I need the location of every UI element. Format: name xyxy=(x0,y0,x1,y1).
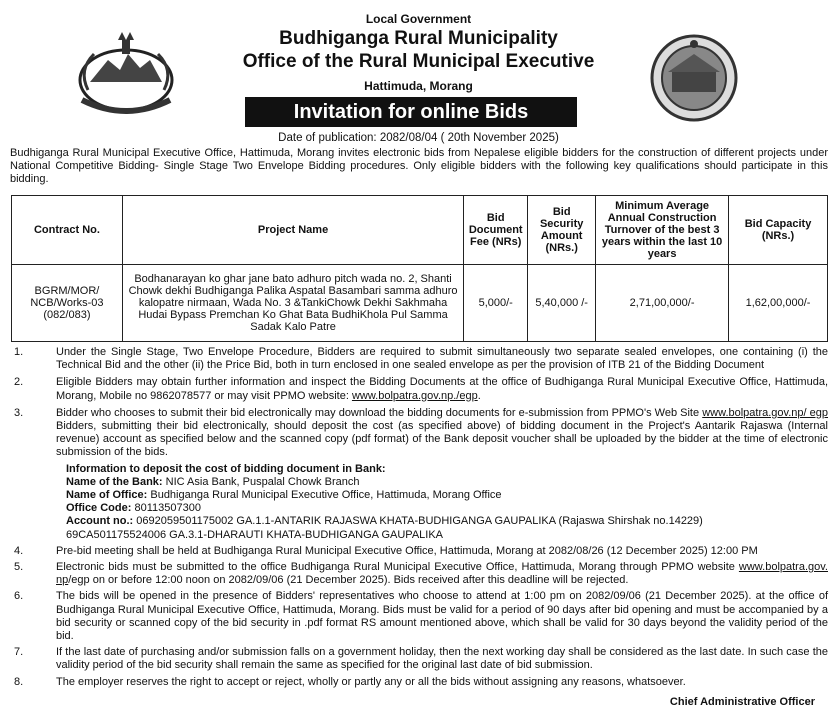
note-item: 1. Under the Single Stage, Two Envelope Procedure, Bidders are required to submit simultaneously two separate sealed envelopes, one containing (i) the Technical Bid and the other (ii) the Price Bid, both in turn enclosed in one sealed envelope as per the provision of ITB 21 of the Bidding Document xyxy=(14,346,828,372)
note-item: 5. Electronic bids must be submitted to the office Budhiganga Rural Municipal Executive Office, Hattimuda, Morang through PPMO website www.bolpatra.gov. np/egp on or before 12:00 noon on 2082/09/06 (21 December 2025). Bids received after this deadline will be rejected. xyxy=(14,561,828,587)
col-header-project: Project Name xyxy=(122,196,463,265)
note-text: If the last date of purchasing and/or submission falls on a government holiday, then the next working day shall be considered as the last date. In such case the validity period of the bid security shall remain the same as specified for the original last date of bid submission. xyxy=(56,646,828,672)
cell-contract-no: BGRM/MOR/ NCB/Works-03 (082/083) xyxy=(12,265,123,342)
note-item: 2. Eligible Bidders may obtain further information and inspect the Bidding Documents at the office of Budhiganga Rural Municipal Executive Office, Hattimuda, Morang, Mobile no 9862078577 or may visit PPMO website: www.bolpatra.gov.np./egp. xyxy=(14,376,828,402)
col-header-turnover: Minimum Average Annual Construction Turnover of the best 3 years within the last 10 years xyxy=(596,196,729,265)
cell-turnover: 2,71,00,000/- xyxy=(596,265,729,342)
cell-project-name: Bodhanarayan ko ghar jane bato adhuro pitch wada no. 2, Shanti Chowk dekhi Budhiganga Palika Aspatal Basambari samma adhuro kalopatre nirmaan, Wada No. 3 &TankiChowk Dekhi Sakhmaha Hudai Bypass Premchan Ko Ghat Bata BudhiKhola Pul Samma Sadak Kalo Patre xyxy=(122,265,463,342)
col-header-capacity: Bid Capacity (NRs.) xyxy=(729,196,828,265)
note-text: Pre-bid meeting shall be held at Budhiganga Rural Municipal Executive Office, Hattimuda, Morang at 2082/08/26 (12 December 2025) 12:00 PM xyxy=(56,544,758,557)
cell-security: 5,40,000 /- xyxy=(528,265,596,342)
cell-doc-fee: 5,000/- xyxy=(464,265,528,342)
office-title: Office of the Rural Municipal Executive xyxy=(242,51,595,72)
bank-name: NIC Asia Bank, Puspalal Chowk Branch xyxy=(165,475,360,488)
note-text: Under the Single Stage, Two Envelope Procedure, Bidders are required to submit simultaneously two separate sealed envelopes, one containing (i) the Technical Bid and the other (ii) the Price Bid, both in turn enclosed in one sealed envelope as per the provision of ITB 21 of the Bidding Document xyxy=(56,346,828,372)
office-name: Budhiganga Rural Municipal Executive Office, Hattimuda, Morang Office xyxy=(150,489,502,502)
col-header-doc-fee: Bid Document Fee (NRs) xyxy=(464,196,528,265)
cell-capacity: 1,62,00,000/- xyxy=(729,265,828,342)
invitation-banner: Invitation for online Bids xyxy=(245,97,577,127)
bank-info-title: Information to deposit the cost of bidding document in Bank: xyxy=(66,462,386,475)
table-header-row xyxy=(12,196,828,265)
account-number: 0692059501175002 GA.1.1-ANTARIK RAJASWA KHATA-BUDHIGANGA GAUPALIKA (Rajaswa Shirshak no.14229) xyxy=(136,515,703,528)
signature-title: Chief Administrative Officer xyxy=(669,696,815,708)
office-code: 80113507300 xyxy=(134,502,201,515)
location-label: Hattimuda, Morang xyxy=(364,79,473,93)
note-text: The employer reserves the right to accept or reject, wholly or partly any or all the bids without assigning any reasons, whatsoever. xyxy=(56,675,686,688)
bank-info: Information to deposit the cost of bidding document in Bank: Name of the Bank: NIC Asia Bank, Puspalal Chowk Branch Name of Office: Budhiganga Rural Municipal Executive Office, Hattimuda, Morang Office Office Code: 80113507300 Account no.: 0692059501175002 GA.1.1-ANTARIK RAJASWA KHATA-BUDHIGANGA GAUPALIKA (Rajaswa Shirshak no.14229) 69CA501175524006 GA.3.1-DHARAUTI KHATA-BUDHIGANGA GAUPALIKA xyxy=(66,463,828,542)
ppmo-link[interactable]: www.bolpatra.gov. np xyxy=(56,561,828,587)
bid-table xyxy=(11,195,828,342)
table-row xyxy=(12,265,828,342)
note-item: 7. If the last date of purchasing and/or submission falls on a government holiday, then the next working day shall be considered as the last date. In such case the validity period of the bid security shall remain the same as specified for the original last date of bid submission. xyxy=(14,646,828,672)
note-text: Eligible Bidders may obtain further information and inspect the Bidding Documents at the office of Budhiganga Rural Municipal Executive Office, Hattimuda, Morang, Mobile no 9862078577 or may visit PPMO website: xyxy=(56,376,828,402)
local-government-label: Local Government xyxy=(365,12,472,26)
notes-list xyxy=(14,346,828,689)
col-header-security: Bid Security Amount (NRs.) xyxy=(528,196,596,265)
note-item: 8. The employer reserves the right to accept or reject, wholly or partly any or all the bids without assigning any reasons, whatsoever. xyxy=(14,675,686,688)
note-text: /egp on or before 12:00 noon on 2082/09/06 (21 December 2025). Bids received after this deadline will be rejected. xyxy=(68,574,629,587)
note-item: 3. Bidder who chooses to submit their bid electronically may download the bidding documents for e-submission from PPMO's Web Site www.bolpatra.gov.np/ egp Bidders, submitting their bid electronically, should deposit the cost (as specified above) of bidding document in the Project's Aantarik Rajaswa (Internal revenue) account as specified below and the scanned copy (pdf format) of the Bank deposit voucher shall be uploaded by the bidder at the time of electronic submission of the bids. xyxy=(14,406,829,459)
ppmo-link[interactable]: www.bolpatra.gov.np./egp xyxy=(351,389,478,402)
ppmo-link[interactable]: www.bolpatra.gov.np/ egp xyxy=(702,406,829,419)
note-item: 4. Pre-bid meeting shall be held at Budhiganga Rural Municipal Executive Office, Hattimuda, Morang at 2082/08/26 (12 December 2025) 12:00 PM xyxy=(14,544,758,557)
note-text: The bids will be opened in the presence of Bidders' representatives who choose to attend at 1:00 pm on 2082/09/06 (21 December 2025). at the office of Budhiganga Rural Municipal Executive Office, Hattimuda, Morang. Bids must be valid for a period of 90 days after bid opening and must be accompanied by a bid security or scanned copy of the bid security in .pdf format RS amount mentioned above, which shall be valid for 30 days beyond the validity period of the bid. xyxy=(56,590,828,643)
col-header-contract: Contract No. xyxy=(12,196,123,265)
note-item: 6. The bids will be opened in the presence of Bidders' representatives who choose to attend at 1:00 pm on 2082/09/06 (21 December 2025). at the office of Budhiganga Rural Municipal Executive Office, Hattimuda, Morang. Bids must be valid for a period of 90 days after bid opening and must be accompanied by a bid security or scanned copy of the bid security in .pdf format RS amount mentioned above, which shall be valid for 30 days beyond the validity period of the bid. xyxy=(14,590,828,643)
publication-date: Date of publication: 2082/08/04 ( 20th November 2025) xyxy=(278,132,559,144)
account-number-2: 69CA501175524006 GA.3.1-DHARAUTI KHATA-BUDHIGANGA GAUPALIKA xyxy=(66,528,444,541)
municipality-title: Budhiganga Rural Municipality xyxy=(279,28,558,49)
note-text: Electronic bids must be submitted to the office Budhiganga Rural Municipal Executive Office, Hattimuda, Morang through PPMO website xyxy=(56,561,735,574)
note-text: Bidder who chooses to submit their bid electronically may download the bidding documents for e-submission from PPMO's Web Site xyxy=(56,406,700,419)
intro-paragraph: Budhiganga Rural Municipal Executive Office, Hattimuda, Morang invites electronic bids from Nepalese eligible bidders for the construction of different projects under National Competitive Bidding- Single Stage Two Envelope Bidding procedures. Only eligible bidders with the following key qualifications should participate in this bidding. xyxy=(10,147,828,186)
note-text: Bidders, submitting their bid electronically, should deposit the cost (as specified above) of bidding document in the Project's Aantarik Rajaswa (Internal revenue) account as specified below and the scanned copy (pdf format) of the Bank deposit voucher shall be uploaded by the bidder at the time of electronic submission of the bids. xyxy=(56,420,828,459)
